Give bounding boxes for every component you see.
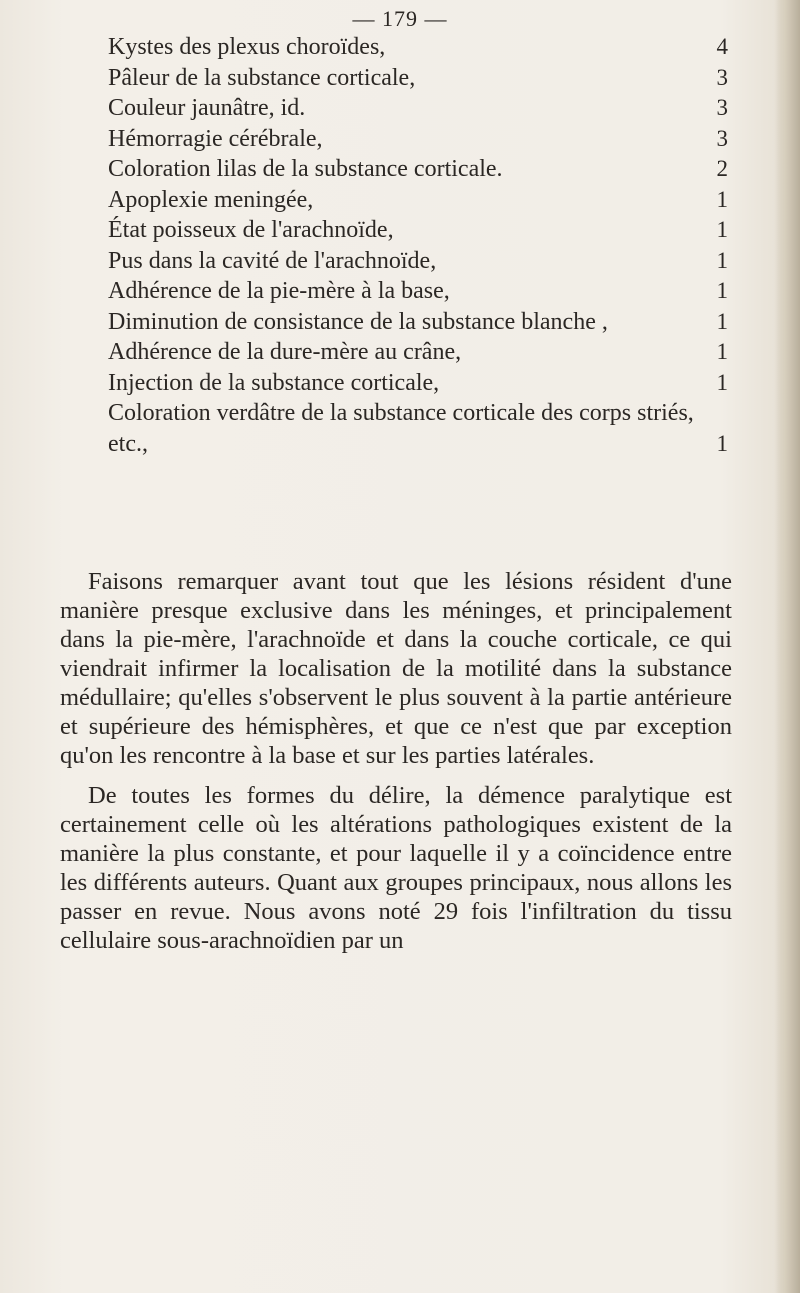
list-item-label: Pus dans la cavité de l'arachnoïde, xyxy=(108,247,437,274)
list-item-count: 2 xyxy=(716,156,728,181)
body-paragraph: Faisons remarquer avant tout que les lésions résident d'une manière presque exclusive dans les méninges, et principalement dans la pie-mère, l'arachnoïde et dans la couche corticale, ce qui viendrait infirmer la localisation de la motilité dans la substance médullaire; qu'elles s'observent le plus souvent à la partie antérieure et supérieure des hémisphères, et que ce n'est que par exception qu'on les rencontre à la base et sur les parties latérales. xyxy=(60,568,732,769)
list-item xyxy=(108,337,728,368)
list-item-label: État poisseux de l'arachnoïde, xyxy=(108,217,394,243)
list-item-label: Adhérence de la pie-mère à la base, xyxy=(108,278,450,304)
list-item xyxy=(108,124,728,155)
list-item-count: 1 xyxy=(716,430,728,456)
list-item-label: Apoplexie meningée, xyxy=(108,186,314,213)
list-item-count: 3 xyxy=(716,64,728,90)
list-item-count: 1 xyxy=(716,247,728,273)
list-item xyxy=(108,154,728,185)
list-item-label: Coloration lilas de la substance corticale. xyxy=(108,156,503,182)
list-item xyxy=(108,246,728,277)
list-item-count: 3 xyxy=(716,125,728,151)
page-number: — 179 — xyxy=(352,6,448,31)
list-item-count: 1 xyxy=(716,278,728,303)
list-item xyxy=(108,276,728,307)
list-item-label: Hémorragie cérébrale, xyxy=(108,125,323,152)
list-item xyxy=(108,368,728,399)
list-item-count: 4 xyxy=(716,34,728,59)
list-item xyxy=(108,63,728,94)
list-item xyxy=(108,398,728,459)
list-item-label: Coloration verdâtre de la substance corticale des corps striés, etc., xyxy=(108,400,694,457)
page-edge-shadow xyxy=(774,0,800,1293)
list-item xyxy=(108,32,728,63)
list-item xyxy=(108,185,728,216)
body-paragraph: De toutes les formes du délire, la démence paralytique est certainement celle où les altérations pathologiques existent de la manière la plus constante, et pour laquelle il y a coïncidence entre les différents auteurs. Quant aux groupes principaux, nous allons les passer en revue. Nous avons noté 29 fois l'infiltration du tissu cellulaire sous-arachnoïdien par un xyxy=(60,782,732,954)
list-item-count: 1 xyxy=(716,308,728,334)
list-item xyxy=(108,307,728,338)
list-item-count: 1 xyxy=(716,217,728,242)
list-item-label: Kystes des plexus choroïdes, xyxy=(108,34,386,60)
list-item xyxy=(108,215,728,246)
list-item-label: Adhérence de la dure-mère au crâne, xyxy=(108,339,462,365)
list-item-label: Pâleur de la substance corticale, xyxy=(108,64,416,91)
list-item-count: 1 xyxy=(716,339,728,364)
list-item xyxy=(108,93,728,124)
list-item-count: 1 xyxy=(716,369,728,395)
list-item-label: Injection de la substance corticale, xyxy=(108,369,440,396)
list-item-label: Diminution de consistance de la substance blanche , xyxy=(108,308,608,335)
list-item-label: Couleur jaunâtre, id. xyxy=(108,95,306,121)
list-item-count: 1 xyxy=(716,186,728,212)
list-item-count: 3 xyxy=(716,95,728,120)
lesion-list xyxy=(108,32,728,459)
